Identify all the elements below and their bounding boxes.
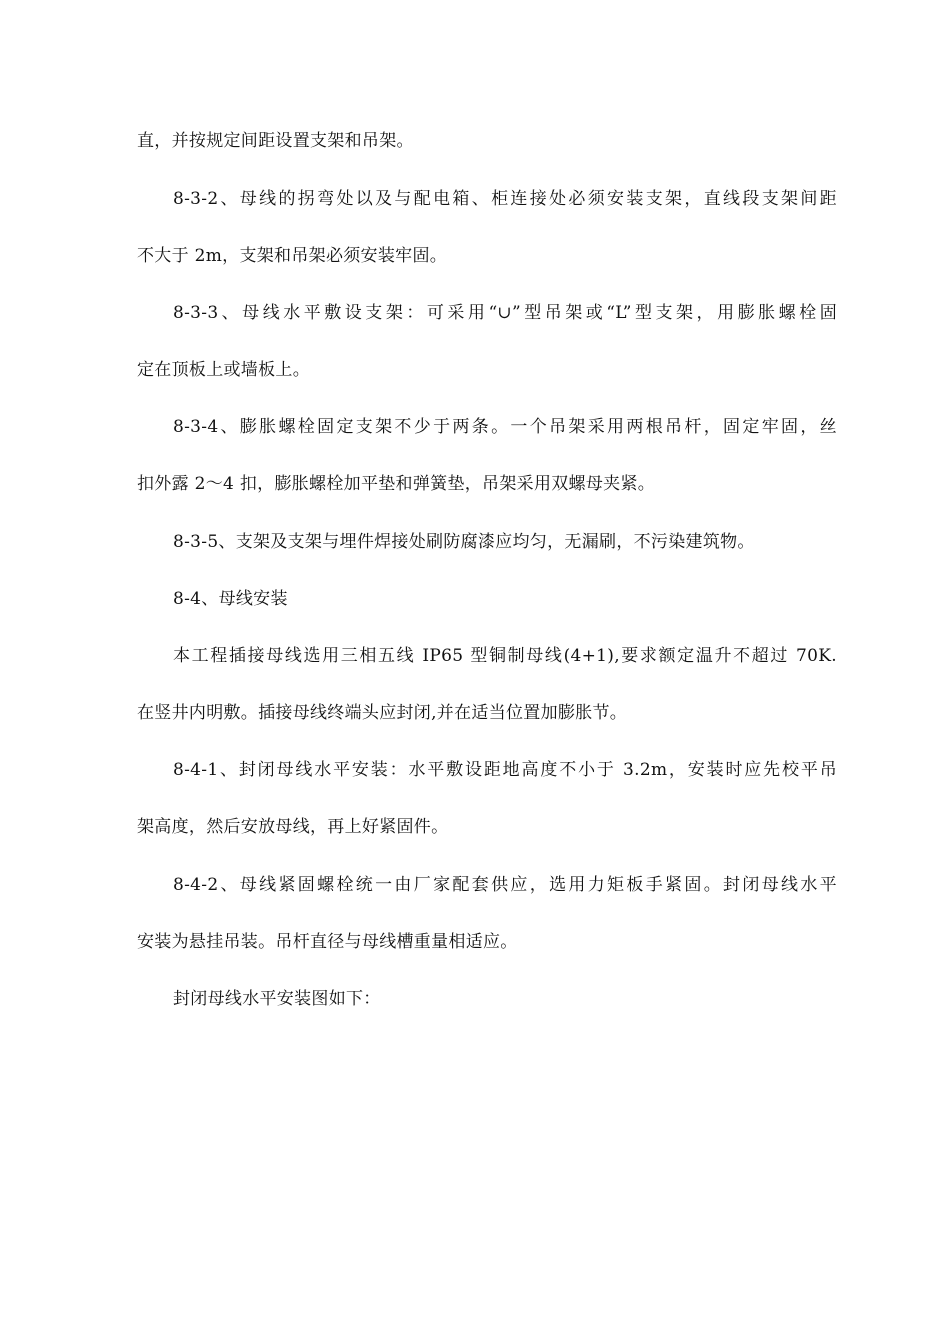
text-line: 在竖井内明敷。插接母线终端头应封闭,并在适当位置加膨胀节。: [137, 703, 628, 723]
text-line: 8-3-2、母线的拐弯处以及与配电箱、柜连接处必须安装支架，直线段支架间距: [173, 189, 837, 209]
text-line: 封闭母线水平安装图如下：: [173, 989, 381, 1009]
text-line: 安装为悬挂吊装。吊杆直径与母线槽重量相适应。: [137, 932, 518, 952]
text-line: 不大于 2m，支架和吊架必须安装牢固。: [137, 246, 448, 266]
text-line: 8-3-5、支架及支架与埋件焊接处刷防腐漆应均匀，无漏刷，不污染建筑物。: [173, 532, 755, 552]
text-line: 8-3-3、母线水平敷设支架：可采用“∪”型吊架或“L”型支架，用膨胀螺栓固: [173, 303, 837, 323]
text-line: 8-3-4、膨胀螺栓固定支架不少于两条。一个吊架采用两根吊杆，固定牢固，丝: [173, 417, 837, 437]
text-line: 架高度，然后安放母线，再上好紧固件。: [137, 817, 449, 837]
text-line: 本工程插接母线选用三相五线 IP65 型铜制母线(4+1),要求额定温升不超过 70K.: [173, 646, 837, 666]
text-line: 8-4-1、封闭母线水平安装：水平敷设距地高度不小于 3.2m，安装时应先校平吊: [173, 760, 837, 780]
text-line: 直，并按规定间距设置支架和吊架。: [137, 131, 414, 151]
text-line: 扣外露 2～4 扣，膨胀螺栓加平垫和弹簧垫，吊架采用双螺母夹紧。: [137, 474, 656, 494]
text-line: 8-4-2、母线紧固螺栓统一由厂家配套供应，选用力矩板手紧固。封闭母线水平: [173, 875, 837, 895]
text-line: 定在顶板上或墙板上。: [137, 360, 310, 380]
section-heading: 8-4、母线安装: [173, 589, 288, 609]
